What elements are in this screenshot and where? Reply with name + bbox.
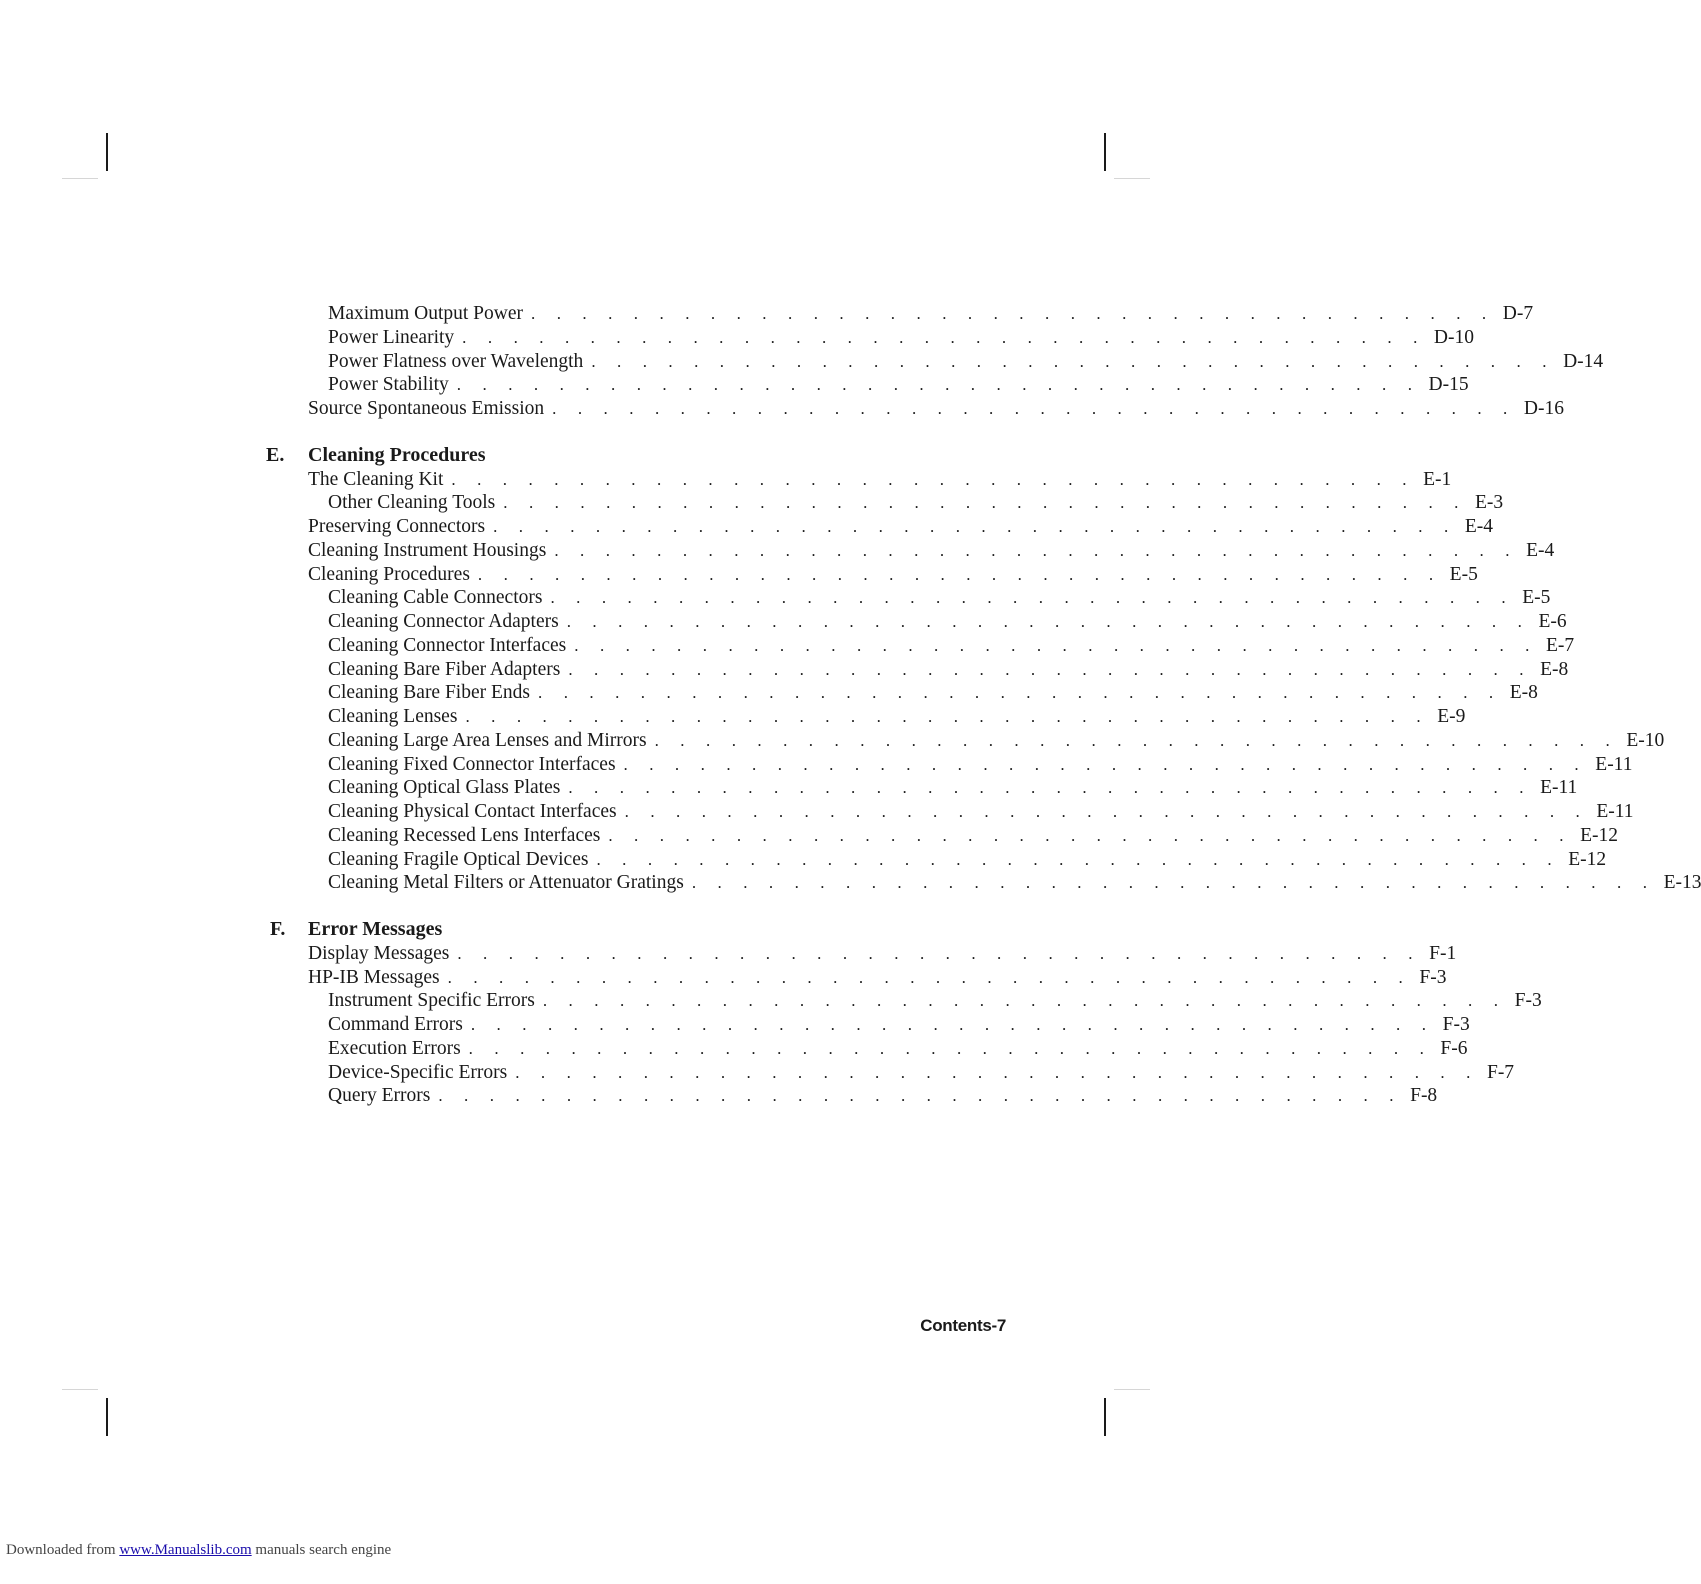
toc-entry-label: Cleaning Instrument Housings (308, 539, 547, 561)
toc-entry[interactable] (328, 824, 1618, 848)
toc-entry-label: Device-Specific Errors (328, 1061, 508, 1083)
toc-dot-leader: . . . . . . . . . . . . . . . . . . . . . . . . . . . . . . . . . . . . . . (623, 754, 1588, 774)
toc-entry-page: D-16 (1523, 398, 1564, 419)
toc-entry[interactable] (328, 610, 1567, 634)
toc-entry-page: D-10 (1433, 326, 1474, 348)
toc-dot-leader: . . . . . . . . . . . . . . . . . . . . . . . . . . . . . . . . . . . . . . (691, 873, 1656, 893)
toc-entry-page: E-3 (1475, 492, 1504, 514)
toc-entry[interactable] (328, 729, 1665, 753)
toc-entry-label: Query Errors (328, 1085, 431, 1107)
toc-entry[interactable] (308, 515, 1493, 539)
toc-entry-page: E-4 (1464, 516, 1493, 537)
toc-entry[interactable] (328, 681, 1538, 705)
toc-entry[interactable] (328, 871, 1701, 895)
toc-entry[interactable] (328, 1061, 1515, 1085)
toc-entry-label: Cleaning Fixed Connector Interfaces (328, 753, 616, 775)
toc-entry[interactable] (328, 1013, 1470, 1037)
toc-entry-page: D-14 (1563, 350, 1604, 372)
toc-entry-page: E-8 (1509, 682, 1538, 704)
toc-entry-page: E-10 (1626, 729, 1665, 751)
toc-entry-page: E-5 (1449, 563, 1478, 585)
toc-dot-leader: . . . . . . . . . . . . . . . . . . . . . . . . . . . . . . . . . . . . . . (624, 802, 1589, 821)
toc-dot-leader: . . . . . . . . . . . . . . . . . . . . . . . . . . . . . . . . . . . . . . (503, 493, 1468, 513)
crop-mark-bottom-right (1104, 1398, 1106, 1436)
toc-dot-leader: . . . . . . . . . . . . . . . . . . . . . . . . . . . . . . . . . . . . . . (462, 327, 1426, 347)
toc-entry-page: E-11 (1540, 777, 1578, 799)
toc-entry-page: E-11 (1596, 801, 1634, 822)
toc-entry-page: E-13 (1663, 872, 1701, 894)
toc-entry[interactable] (308, 468, 1452, 492)
toc-entry[interactable] (328, 848, 1607, 872)
toc-dot-leader: . . . . . . . . . . . . . . . . . . . . . . . . . . . . . . . . . . . . . . (438, 1086, 1403, 1106)
toc-dot-leader: . . . . . . . . . . . . . . . . . . . . . . . . . . . . . . . . . . . . . . (568, 659, 1533, 679)
toc-entry-label: The Cleaning Kit (308, 468, 444, 490)
crop-rule-bottom-right (1114, 1389, 1150, 1390)
toc-entry[interactable] (328, 326, 1474, 350)
toc-dot-leader: . . . . . . . . . . . . . . . . . . . . . . . . . . . . . . . . . . . . . . (531, 304, 1495, 323)
toc-entry-page: F-3 (1442, 1014, 1470, 1035)
toc-entry-label: HP-IB Messages (308, 966, 440, 988)
toc-dot-leader: . . . . . . . . . . . . . . . . . . . . . . . . . . . . . . . . . . . . . . (596, 849, 1561, 869)
toc-entry[interactable] (328, 634, 1575, 658)
toc-entry[interactable] (328, 373, 1469, 397)
toc-entry[interactable] (328, 989, 1542, 1013)
toc-entry-label: Cleaning Cable Connectors (328, 587, 543, 609)
download-prefix: Downloaded from (6, 1542, 116, 1558)
section-letter: E. (266, 443, 285, 466)
toc-entry-label: Cleaning Metal Filters or Attenuator Gratings (328, 872, 684, 894)
toc-entry[interactable] (308, 563, 1478, 587)
toc-entry[interactable] (308, 539, 1555, 563)
toc-entry-page: E-4 (1526, 539, 1555, 561)
toc-entry[interactable] (328, 1084, 1438, 1108)
toc-dot-leader: . . . . . . . . . . . . . . . . . . . . . . . . . . . . . . . . . . . . . . (465, 707, 1430, 726)
toc-entry-page: E-12 (1580, 824, 1618, 846)
toc-dot-leader: . . . . . . . . . . . . . . . . . . . . . . . . . . . . . . . . . . . . . . (550, 588, 1515, 608)
toc-entry[interactable] (308, 397, 1564, 421)
toc-entry-page: F-1 (1429, 942, 1457, 964)
toc-entry[interactable] (328, 800, 1634, 824)
toc-entry[interactable] (328, 705, 1466, 729)
toc-dot-leader: . . . . . . . . . . . . . . . . . . . . . . . . . . . . . . . . . . . . . . (470, 1015, 1435, 1034)
toc-entry-label: Other Cleaning Tools (328, 492, 496, 514)
toc-entry[interactable] (328, 776, 1578, 800)
toc-dot-leader: . . . . . . . . . . . . . . . . . . . . . . . . . . . . . . . . . . . . . . (468, 1038, 1433, 1058)
toc-dot-leader: . . . . . . . . . . . . . . . . . . . . . . . . . . . . . . . . . . . . . . (591, 351, 1556, 371)
toc-dot-leader: . . . . . . . . . . . . . . . . . . . . . . . . . . . . . . . . . . . . . . (451, 469, 1416, 489)
toc-entry-page: F-7 (1486, 1061, 1515, 1083)
toc-entry[interactable] (328, 753, 1633, 777)
crop-rule-bottom-left (62, 1389, 98, 1390)
toc-entry-page: E-7 (1546, 634, 1575, 656)
toc-entry-label: Instrument Specific Errors (328, 990, 535, 1012)
toc-entry[interactable] (328, 491, 1504, 515)
toc-dot-leader: . . . . . . . . . . . . . . . . . . . . . . . . . . . . . . . . . . . . . . (538, 683, 1502, 703)
toc-entry-label: Cleaning Connector Adapters (328, 611, 559, 632)
toc-entry-page: E-1 (1423, 468, 1452, 490)
toc-dot-leader: . . . . . . . . . . . . . . . . . . . . . . . . . . . . . . . . . . . . . . (568, 778, 1533, 798)
toc-dot-leader: . . . . . . . . . . . . . . . . . . . . . . . . . . . . . . . . . . . . . . (566, 612, 1531, 631)
toc-entry[interactable] (308, 966, 1447, 990)
crop-rule-top-left (62, 178, 98, 179)
section-title: Error Messages (308, 918, 443, 940)
toc-entry-label: Command Errors (328, 1014, 463, 1035)
toc-entry-label: Cleaning Lenses (328, 706, 458, 727)
toc-entry-label: Execution Errors (328, 1037, 461, 1059)
section-heading[interactable] (266, 442, 666, 468)
toc-entry[interactable] (308, 942, 1457, 966)
toc-dot-leader: . . . . . . . . . . . . . . . . . . . . . . . . . . . . . . . . . . . . . . (456, 375, 1421, 395)
toc-entry-label: Cleaning Procedures (308, 563, 470, 585)
toc-entry-label: Cleaning Physical Contact Interfaces (328, 801, 617, 822)
toc-entry-label: Cleaning Connector Interfaces (328, 634, 567, 656)
section-letter: F. (270, 918, 286, 940)
toc-entry-label: Power Linearity (328, 326, 455, 348)
toc-entry-page: D-7 (1502, 303, 1534, 324)
toc-entry-label: Cleaning Fragile Optical Devices (328, 848, 589, 870)
toc-entry-page: E-6 (1538, 611, 1567, 632)
toc-entry-label: Cleaning Recessed Lens Interfaces (328, 824, 601, 846)
toc-dot-leader: . . . . . . . . . . . . . . . . . . . . . . . . . . . . . . . . . . . . . . (574, 635, 1538, 655)
toc-entry-page: F-6 (1440, 1037, 1468, 1059)
toc-dot-leader: . . . . . . . . . . . . . . . . . . . . . . . . . . . . . . . . . . . . . . (552, 399, 1516, 418)
toc-entry-page: E-11 (1595, 753, 1633, 775)
toc-entry-label: Power Stability (328, 374, 449, 396)
toc-entry-page: F-3 (1419, 966, 1447, 988)
crop-mark-bottom-left (106, 1398, 108, 1436)
toc-dot-leader: . . . . . . . . . . . . . . . . . . . . . . . . . . . . . . . . . . . . . . (515, 1062, 1479, 1082)
download-suffix: manuals search engine (255, 1542, 392, 1558)
toc-entry[interactable] (328, 586, 1551, 610)
section-heading[interactable] (266, 916, 666, 942)
crop-mark-top-left (106, 133, 108, 171)
toc-entry-label: Cleaning Bare Fiber Adapters (328, 658, 561, 680)
toc-entry-label: Power Flatness over Wavelength (328, 350, 584, 372)
toc-dot-leader: . . . . . . . . . . . . . . . . . . . . . . . . . . . . . . . . . . . . . . (493, 517, 1457, 536)
toc-dot-leader: . . . . . . . . . . . . . . . . . . . . . . . . . . . . . . . . . . . . . . (554, 540, 1519, 560)
crop-mark-top-right (1104, 133, 1106, 171)
toc-entry[interactable] (328, 302, 1534, 326)
toc-entry-label: Cleaning Large Area Lenses and Mirrors (328, 729, 647, 751)
toc-entry-page: E-5 (1522, 587, 1551, 609)
toc-entry-page: F-8 (1410, 1085, 1438, 1107)
toc-entry-page: E-9 (1437, 706, 1466, 727)
section-title: Cleaning Procedures (308, 443, 486, 466)
toc-dot-leader: . . . . . . . . . . . . . . . . . . . . . . . . . . . . . . . . . . . . . . (608, 825, 1573, 845)
toc-dot-leader: . . . . . . . . . . . . . . . . . . . . . . . . . . . . . . . . . . . . . . (542, 991, 1507, 1011)
download-banner (6, 1542, 391, 1559)
toc-entry-label: Maximum Output Power (328, 303, 523, 324)
toc-entry-label: Cleaning Optical Glass Plates (328, 777, 561, 799)
toc-entry-page: D-15 (1428, 374, 1469, 396)
toc-dot-leader: . . . . . . . . . . . . . . . . . . . . . . . . . . . . . . . . . . . . . . (477, 564, 1442, 584)
toc-entry-label: Cleaning Bare Fiber Ends (328, 682, 530, 704)
toc-entry-label: Display Messages (308, 942, 450, 964)
toc-dot-leader: . . . . . . . . . . . . . . . . . . . . . . . . . . . . . . . . . . . . . . (447, 967, 1412, 987)
toc-entry-page: E-8 (1540, 658, 1569, 680)
toc-entry-label: Preserving Connectors (308, 516, 486, 537)
toc-entry-page: E-12 (1568, 848, 1607, 870)
toc-entry[interactable] (328, 1037, 1468, 1061)
manualslib-link[interactable]: www.Manualslib.com (119, 1542, 252, 1558)
crop-rule-top-right (1114, 178, 1150, 179)
toc-entry[interactable] (328, 658, 1569, 682)
toc-entry[interactable] (328, 350, 1604, 374)
toc-entry-label: Source Spontaneous Emission (308, 398, 545, 419)
page-number-footer: Contents-7 (920, 1316, 1006, 1335)
toc-entry-page: F-3 (1514, 990, 1542, 1012)
toc-dot-leader: . . . . . . . . . . . . . . . . . . . . . . . . . . . . . . . . . . . . . . (457, 943, 1422, 963)
toc-dot-leader: . . . . . . . . . . . . . . . . . . . . . . . . . . . . . . . . . . . . . . (654, 730, 1619, 750)
